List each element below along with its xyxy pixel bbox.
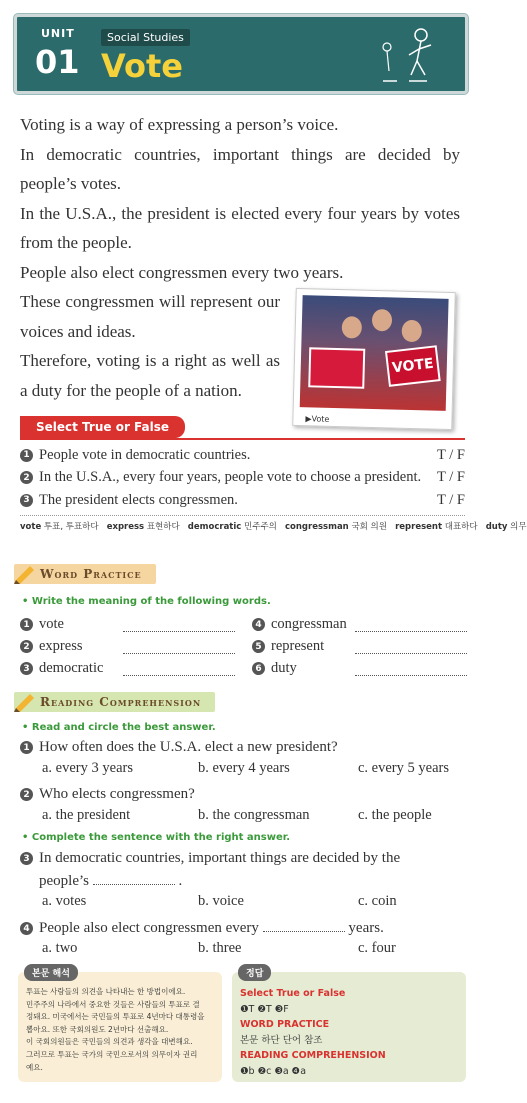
word-practice-item — [252, 616, 467, 633]
pencil-icon — [14, 564, 36, 584]
answer-option[interactable]: b. the congressman — [198, 807, 310, 823]
answer-blank[interactable] — [93, 873, 175, 885]
question — [20, 847, 465, 893]
reading-comprehension-header — [14, 690, 215, 714]
answer-option[interactable]: b. every 4 years — [198, 760, 290, 776]
answer-option[interactable]: a. two — [42, 940, 78, 956]
answer-key-box — [232, 969, 466, 1082]
answer-option[interactable]: a. the president — [42, 807, 131, 823]
photo-face — [401, 320, 422, 343]
answer-line[interactable] — [355, 662, 467, 676]
answer-option[interactable]: c. the people — [358, 807, 432, 823]
instruction: • Write the meaning of the following words. — [22, 596, 271, 607]
question-text-wrap — [39, 847, 465, 893]
practice-word: represent — [271, 638, 325, 654]
statement: People vote in democratic countries. — [39, 446, 251, 463]
answer-option[interactable]: c. coin — [358, 893, 397, 909]
translation-line: 예요. — [26, 1062, 43, 1072]
photo-caption: ▶Vote — [305, 414, 330, 424]
photo-face — [342, 316, 363, 339]
true-false-item — [20, 467, 465, 490]
translation-text — [26, 986, 218, 1074]
vote-photo — [292, 288, 456, 430]
photo-image — [300, 295, 449, 411]
answer-line: 본문 하단 단어 참조 — [240, 1034, 323, 1046]
number-badge: 4 — [20, 922, 33, 935]
translation-box — [18, 969, 222, 1082]
statement: In the U.S.A., every four years, people vote to choose a president. — [39, 469, 422, 486]
practice-word: democratic — [39, 660, 104, 676]
answer-option[interactable]: a. votes — [42, 893, 87, 909]
vocab-word: duty — [485, 522, 508, 532]
vocab-word: express — [106, 522, 145, 532]
photo-face — [372, 309, 393, 332]
answer-line: ❶b ❷c ❸a ❹a — [240, 1065, 307, 1077]
vocab-meaning: 투표, 투표하다 — [43, 522, 99, 532]
word-practice-item — [252, 660, 467, 677]
true-false-item — [20, 444, 465, 467]
unit-number: 01 — [35, 43, 80, 81]
answer-heading: WORD PRACTICE — [240, 1019, 330, 1030]
subject-tag: Social Studies — [101, 29, 190, 46]
passage-sentence: Voting is a way of expressing a person’s voice. — [20, 115, 339, 134]
divider — [20, 438, 465, 440]
passage-sentence: In democratic countries, important things are decided by people’s votes. — [20, 144, 460, 193]
instruction-text: Read and circle the best answer. — [31, 722, 216, 733]
translation-line: 이 국회의원들은 국민들의 의견과 생각을 대변해요. — [26, 1037, 193, 1047]
question-text: In democratic countries, important things are decided by the — [39, 850, 401, 866]
number-badge: 4 — [252, 618, 265, 631]
instruction: • Complete the sentence with the right answer. — [22, 832, 291, 843]
number-badge: 3 — [20, 662, 33, 675]
answer-line[interactable] — [123, 662, 235, 676]
practice-word: duty — [271, 660, 297, 676]
practice-word: congressman — [271, 616, 347, 632]
number-badge: 1 — [20, 741, 33, 754]
vocab-word: congressman — [285, 522, 349, 532]
question — [20, 917, 465, 940]
vocab-meaning: 대표하다 — [444, 522, 478, 532]
divider — [20, 515, 465, 516]
section-title: Word Practice — [14, 564, 156, 584]
true-false-header: Select True or False — [20, 416, 185, 438]
word-practice-item — [20, 616, 235, 633]
stick-figure-icon — [373, 25, 443, 85]
word-practice-header — [14, 562, 156, 586]
answer-option[interactable]: c. four — [358, 940, 396, 956]
answer-line: ❶T ❷T ❸F — [240, 1003, 289, 1015]
question-text: How often does the U.S.A. elect a new president? — [39, 739, 338, 755]
question — [20, 783, 465, 806]
vocab-word: democratic — [187, 522, 242, 532]
practice-word: vote — [39, 616, 64, 632]
word-practice-item — [20, 638, 235, 655]
answer-heading: Select True or False — [240, 988, 346, 999]
translation-line: 뽑아요. 또한 국회의원도 2년마다 선출해요. — [26, 1024, 169, 1034]
pencil-icon — [14, 692, 36, 712]
number-badge: 6 — [252, 662, 265, 675]
vocab-meaning: 국회 의원 — [351, 522, 387, 532]
translation-tag: 본문 해석 — [24, 964, 78, 981]
instruction-text: Complete the sentence with the right answer. — [31, 832, 291, 843]
answer-heading: READING COMPREHENSION — [240, 1050, 386, 1061]
answer-option[interactable]: b. voice — [198, 893, 244, 909]
tf-choice[interactable]: T / F — [437, 491, 465, 508]
number-badge: 1 — [20, 449, 33, 462]
answer-option[interactable]: c. every 5 years — [358, 760, 449, 776]
vocab-word: represent — [395, 522, 443, 532]
answer-line[interactable] — [123, 640, 235, 654]
number-badge: 3 — [20, 852, 33, 865]
answer-option[interactable]: b. three — [198, 940, 242, 956]
number-badge: 3 — [20, 494, 33, 507]
answer-line[interactable] — [355, 618, 467, 632]
word-practice-item — [252, 638, 467, 655]
number-badge: 2 — [20, 640, 33, 653]
answer-text — [240, 986, 460, 1079]
question-text: people’s — [39, 873, 89, 889]
page-title: Vote — [101, 47, 183, 85]
translation-line: 정돼요. 미국에서는 국민들의 투표로 4년마다 대통령을 — [26, 1012, 205, 1022]
question-text: People also elect congressmen every — [39, 920, 259, 936]
passage-sentence: These congressmen will represent our voices and ideas. — [20, 292, 280, 341]
answer-option[interactable]: a. every 3 years — [42, 760, 133, 776]
answer-line[interactable] — [123, 618, 235, 632]
vocab-meaning: 민주주의 — [244, 522, 277, 532]
vocabulary-list — [20, 520, 527, 532]
true-false-item — [20, 489, 465, 512]
question-text-wrap — [39, 917, 465, 940]
passage-sentence: In the U.S.A., the president is elected every four years by votes from the people. — [20, 203, 460, 252]
tf-choice[interactable]: T / F — [437, 446, 465, 463]
photo-sign-blank — [308, 347, 365, 388]
question-tail: years. — [348, 920, 384, 936]
answer-line[interactable] — [355, 640, 467, 654]
vocab-meaning: 표현하다 — [146, 522, 180, 532]
tf-choice[interactable]: T / F — [437, 469, 465, 486]
answer-tag: 정답 — [238, 964, 271, 981]
passage-sentence: People also elect congressmen every two years. — [20, 262, 344, 282]
number-badge: 2 — [20, 788, 33, 801]
photo-sign: VOTE — [385, 345, 441, 387]
question-text: Who elects congressmen? — [39, 786, 195, 802]
answer-blank[interactable] — [263, 920, 345, 932]
vocab-meaning: 의무 — [510, 522, 527, 532]
practice-word: express — [39, 638, 83, 654]
vocab-word: vote — [20, 522, 42, 532]
number-badge: 2 — [20, 471, 33, 484]
section-title: Reading Comprehension — [14, 692, 215, 712]
number-badge: 1 — [20, 618, 33, 631]
passage-sentence: Therefore, voting is a right as well as a duty for the people of a nation. — [20, 351, 280, 400]
instruction: • Read and circle the best answer. — [22, 722, 216, 733]
unit-label: UNIT — [41, 27, 75, 40]
true-false-list — [20, 444, 465, 512]
translation-line: 민주주의 나라에서 중요한 것들은 사람들의 투표로 결 — [26, 999, 200, 1009]
translation-line: 그러므로 투표는 국가의 국민으로서의 의무이자 권리 — [26, 1049, 198, 1059]
statement: The president elects congressmen. — [39, 491, 238, 508]
unit-header — [14, 14, 468, 94]
translation-line: 투표는 사람들의 의견을 나타내는 한 방법이에요. — [26, 987, 186, 996]
question-tail: . — [178, 873, 183, 889]
instruction-text: Write the meaning of the following words. — [31, 596, 271, 607]
number-badge: 5 — [252, 640, 265, 653]
question — [20, 736, 465, 759]
word-practice-item — [20, 660, 235, 677]
